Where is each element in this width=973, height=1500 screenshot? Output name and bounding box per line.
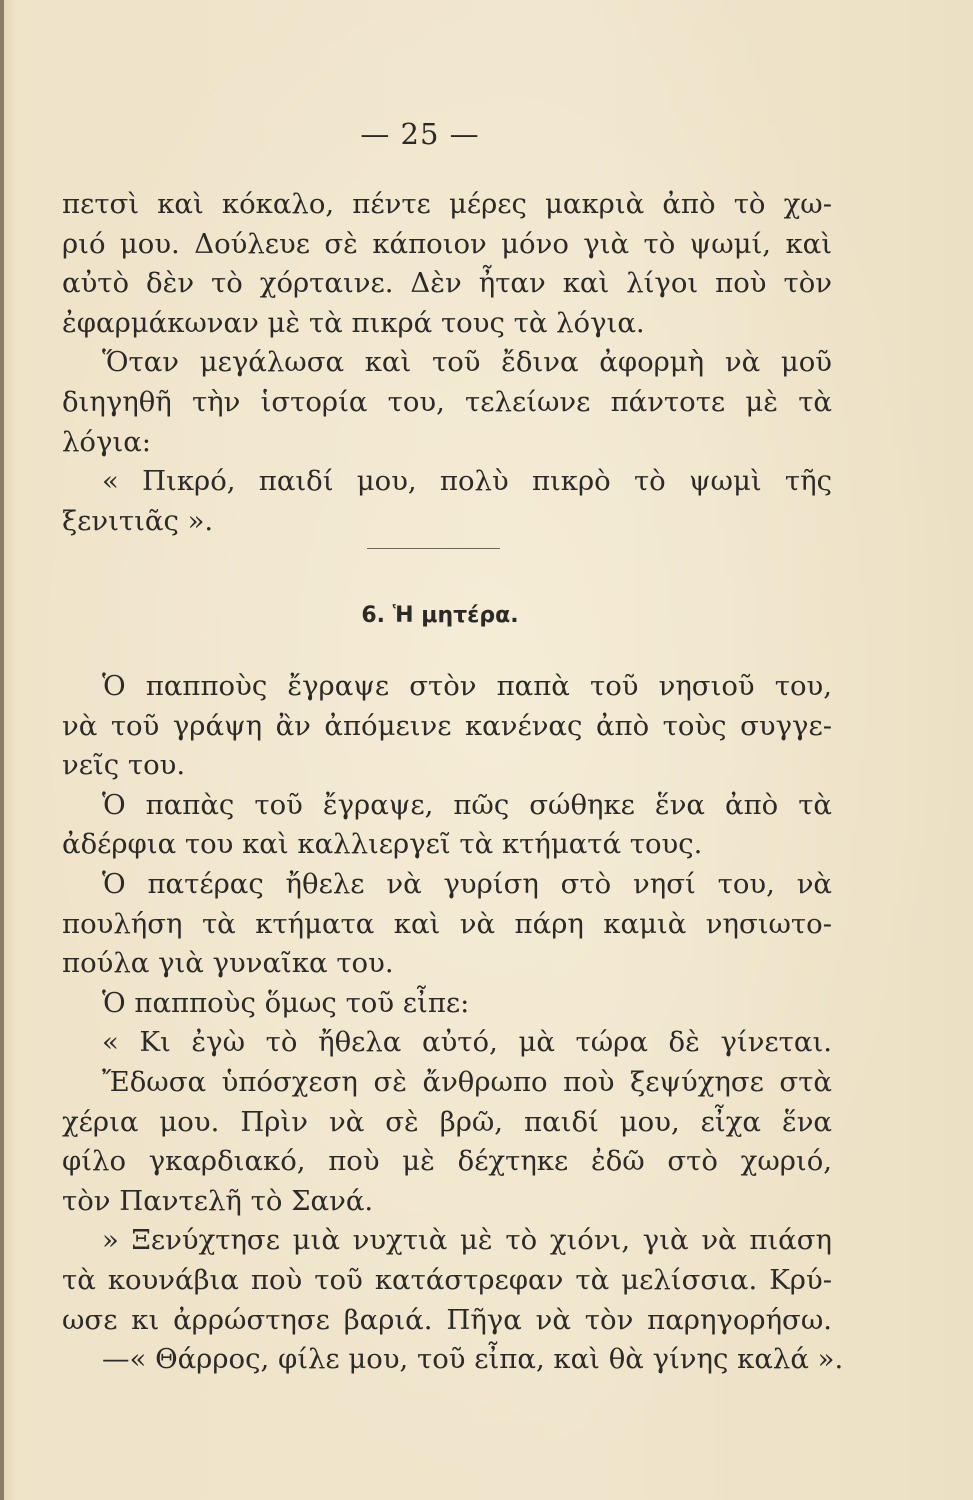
text-line: τὸν Παντελῆ τὸ Σανά.	[62, 1184, 374, 1217]
text-line: Ὁ παπποὺς ἔγραψε στὸν παπὰ τοῦ νησιοῦ του,	[102, 670, 832, 702]
text-line: φίλο γκαρδιακό, ποὺ μὲ δέχτηκε ἐδῶ στὸ χωριό,	[62, 1145, 832, 1178]
paragraph-bottom	[62, 667, 844, 1380]
text-line: αὐτὸ δὲν τὸ χόρταινε. Δὲν ἦταν καὶ λίγοι ποὺ τὸν	[62, 267, 832, 300]
text-line: « Πικρό, παιδί μου, πολὺ πικρὸ τὸ ψωμὶ τῆς	[102, 465, 832, 498]
text-line: » Ξενύχτησε μιὰ νυχτιὰ μὲ τὸ χιόνι, γιὰ νὰ πιάση	[102, 1224, 832, 1257]
text-line: διηγηθῆ τὴν ἱστορία του, τελείωνε πάντοτε μὲ τὰ	[62, 385, 832, 418]
text-line: πετσὶ καὶ κόκαλο, πέντε μέρες μακριὰ ἀπὸ τὸ χω-	[62, 188, 832, 220]
text-line: ωσε κι ἀρρώστησε βαριά. Πῆγα νὰ τὸν παρηγορήσω.	[62, 1303, 832, 1336]
page-edge	[0, 0, 4, 1500]
text-line: Ὁ παπὰς τοῦ ἔγραψε, πῶς σώθηκε ἕνα ἀπὸ τὰ	[102, 788, 832, 821]
text-line: « Κι ἐγὼ τὸ ἤθελα αὐτό, μὰ τώρα δὲ γίνεται.	[102, 1026, 832, 1059]
text-line: πούλα γιὰ γυναῖκα του.	[62, 947, 394, 980]
text-line: Ἔδωσα ὑπόσχεση σὲ ἄνθρωπο ποὺ ξεψύχησε στὰ	[102, 1065, 832, 1098]
text-line: ξενιτιᾶς ».	[62, 504, 214, 537]
text-line: Ὅταν μεγάλωσα καὶ τοῦ ἔδινα ἀφορμὴ νὰ μοῦ	[102, 346, 832, 379]
text-line: Ὁ πατέρας ἤθελε νὰ γυρίση στὸ νησί του, νὰ	[102, 867, 832, 900]
section-divider	[367, 548, 500, 549]
text-line: ἀδέρφια του καὶ καλλιεργεῖ τὰ κτήματά τους.	[62, 828, 703, 861]
text-line: νεῖς του.	[62, 749, 186, 782]
text-line: ἐφαρμάκωναν μὲ τὰ πικρά τους τὰ λόγια.	[62, 306, 645, 339]
text-line: χέρια μου. Πρὶν νὰ σὲ βρῶ, παιδί μου, εἶχα ἕνα	[62, 1105, 832, 1138]
paragraph-top	[62, 185, 832, 541]
page-number: — 25 —	[360, 117, 480, 151]
text-line: λόγια:	[62, 425, 152, 458]
text-line: τὰ κουνάβια ποὺ τοῦ κατάστρεφαν τὰ μελίσσια. Κρύ-	[62, 1263, 832, 1296]
text-line: νὰ τοῦ γράψη ἂν ἀπόμεινε κανένας ἀπὸ τοὺς συγγε-	[62, 709, 832, 742]
text-line: πουλήση τὰ κτήματα καὶ νὰ πάρη καμιὰ νησιωτο-	[62, 907, 832, 940]
text-line: —« Θάρρος, φίλε μου, τοῦ εἶπα, καὶ θὰ γίνης καλά ».	[102, 1343, 844, 1376]
text-line: ριό μου. Δούλευε σὲ κάποιον μόνο γιὰ τὸ ψωμί, καὶ	[62, 227, 832, 260]
section-heading: 6. Ἡ μητέρα.	[361, 603, 519, 628]
text-line: Ὁ παπποὺς ὅμως τοῦ εἶπε:	[102, 986, 470, 1019]
